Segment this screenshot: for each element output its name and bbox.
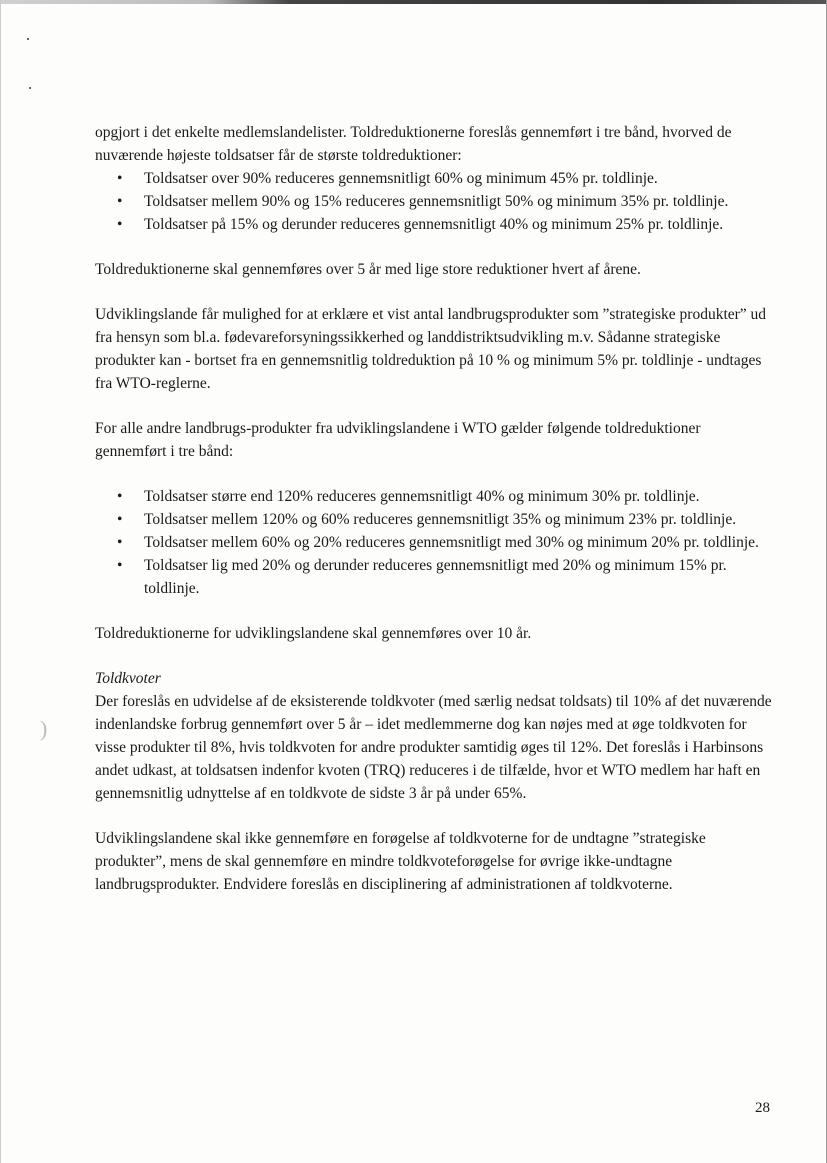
- strategic-products-paragraph: Udviklingslande får mulighed for at erklære et vist antal landbrugsprodukter som ”strategiske produkter” ud fra hensyn som bl.a. fødevareforsyningssikkerhed og landdistriktsudvikling m.v. Sådanne strategiske produkter kan - bortset fra en gennemsnitlig toldreduktion på 10 % og minimum 5% pr. toldlinje - undtages fra WTO-reglerne.: [95, 306, 767, 392]
- developing-countries-intro: For alle andre landbrugs-produkter fra udviklingslandene i WTO gælder følgende toldreduktioner gennemført i tre bånd:: [95, 420, 701, 460]
- list-item: • Toldsatser mellem 90% og 15% reduceres gennemsnitligt 50% og minimum 35% pr. toldlinje.: [95, 190, 775, 213]
- implementation-paragraph: Toldreduktionerne skal gennemføres over 5 år med lige store reduktioner hvert af årene.: [95, 261, 641, 278]
- scan-left-edge: [0, 0, 1, 1163]
- scan-top-rule: [0, 0, 827, 4]
- list-item: • Toldsatser mellem 60% og 20% reduceres gennemsnitligt med 30% og minimum 20% pr. toldlinje.: [95, 531, 775, 554]
- list-item: • Toldsatser på 15% og derunder reduceres gennemsnitligt 40% og minimum 25% pr. toldlinje.: [95, 213, 775, 236]
- band-list-1: [95, 167, 775, 236]
- quotas-paragraph: Der foreslås en udvidelse af de eksisterende toldkvoter (med særlig nedsat toldsats) til 10% af det nuværende indenlandske forbrug gennemført over 5 år – idet medlemmerne dog kan nøjes med at øge toldkvoten for visse produkter til 8%, hvis toldkvoten for andre produkter samtidig øges til 12%. Det foreslås i Harbinsons andet udkast, at toldsatsen indenfor kvoten (TRQ) reduceres i de tilfælde, hvor et WTO medlem har haft en gennemsnitlig udnyttelse af en toldkvote de sidste 3 år på under 65%.: [95, 693, 772, 802]
- list-item: • Toldsatser over 90% reduceres gennemsnitligt 60% og minimum 45% pr. toldlinje.: [95, 167, 775, 190]
- scan-speck: [29, 87, 31, 89]
- list-item: • Toldsatser mellem 120% og 60% reduceres gennemsnitligt 35% og minimum 23% pr. toldlinje.: [95, 508, 775, 531]
- quotas-developing-paragraph: Udviklingslandene skal ikke gennemføre en forøgelse af toldkvoterne for de undtagne ”strategiske produkter”, mens de skal gennemføre en mindre toldkvoteforøgelse for øvrige ikke-undtagne landbrugsprodukter. Endvidere foreslås en disciplinering af administrationen af toldkvoterne.: [95, 830, 706, 893]
- developing-period-paragraph: Toldreduktionerne for udviklingslandene skal gennemføres over 10 år.: [95, 625, 532, 642]
- page-number: 28: [755, 1100, 770, 1116]
- band-list-2: [95, 485, 775, 600]
- list-item: • Toldsatser lig med 20% og derunder reduceres gennemsnitligt med 20% og minimum 15% pr. toldlinje.: [95, 554, 775, 600]
- scan-speck: [27, 38, 29, 40]
- document-page: [95, 121, 775, 896]
- list-item: • Toldsatser større end 120% reduceres gennemsnitligt 40% og minimum 30% pr. toldlinje.: [95, 485, 775, 508]
- intro-paragraph: opgjort i det enkelte medlemslandelister. Toldreduktionerne foreslås gennemført i tre bånd, hvorved de nuværende højeste toldsatser får de største toldreduktioner:: [95, 124, 732, 164]
- section-heading: Toldkvoter: [95, 670, 161, 687]
- punch-hole-mark: ): [40, 716, 48, 741]
